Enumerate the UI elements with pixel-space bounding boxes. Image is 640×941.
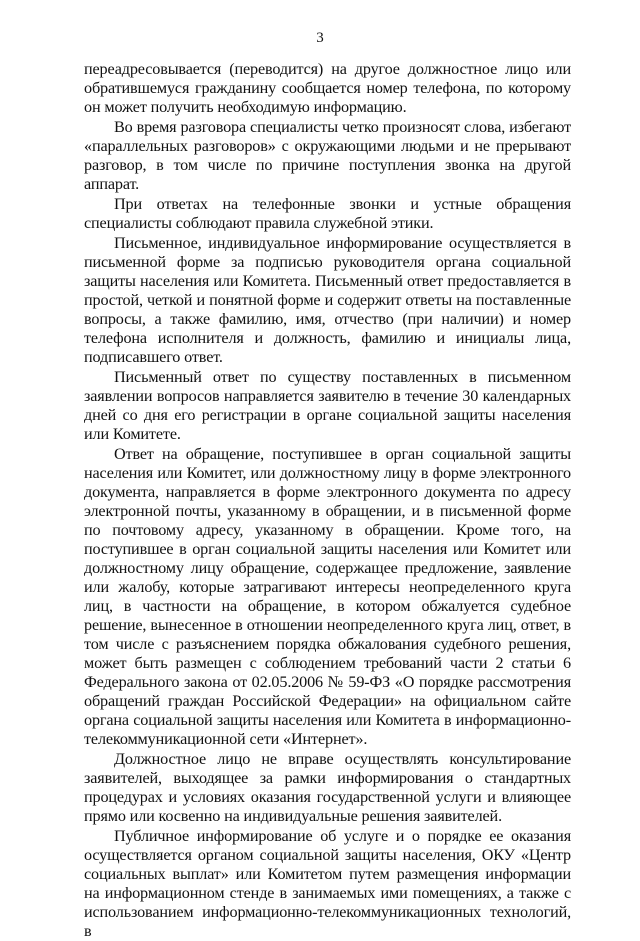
document-body bbox=[84, 60, 571, 941]
paragraph-phone-conduct: Во время разговора специалисты четко произносят слова, избегают «параллельных разговоров» с окружающими людьми и не прерывают разговор, в том числе по причине поступления звонка на другой аппарат. bbox=[84, 118, 571, 193]
page-number: 3 bbox=[316, 30, 324, 46]
paragraph-service-ethics: При ответах на телефонные звонки и устные обращения специалисты соблюдают правила служебной этики. bbox=[84, 195, 571, 232]
paragraph-written-answer-deadline: Письменный ответ по существу поставленных в письменном заявлении вопросов направляется заявителю в течение 30 календарных дней со дня его регистрации в органе социальной защиты населения или Комитете. bbox=[84, 368, 571, 443]
paragraph-continuation: переадресовывается (переводится) на другое должностное лицо или обратившемуся гражданину сообщается номер телефона, по которому он может получить необходимую информацию. bbox=[84, 60, 571, 116]
paragraph-electronic-answer: Ответ на обращение, поступившее в орган социальной защиты населения или Комитет, или должностному лицу в форме электронного документа, направляется в форме электронного документа по адресу электронной почты, указанному в обращении, и в письменной форме по почтовому адресу, указанному в обращении. Кроме того, на поступившее в орган социальной защиты населения или Комитет или должностному лицу обращение, содержащее предложение, заявление или жалобу, которые затрагивают интересы неопределенного круга лиц, в частности на обращение, в котором обжалуется судебное решение, вынесенное в отношении неопределенного круга лиц, ответ, в том числе с разъяснением порядка обжалования судебного решения, может быть размещен с соблюдением требований части 2 статьи 6 Федерального закона от 02.05.2006 № 59-ФЗ «О порядке рассмотрения обращений граждан Российской Федерации» на официальном сайте органа социальной защиты населения или Комитета в информационно-телекоммуникационной сети «Интернет». bbox=[84, 445, 571, 748]
paragraph-written-informing: Письменное, индивидуальное информирование осуществляется в письменной форме за подписью руководителя органа социальной защиты населения или Комитета. Письменный ответ предоставляется в простой, четкой и понятной форме и содержит ответы на поставленные вопросы, а также фамилию, имя, отчество (при наличии) и номер телефона исполнителя и должность, фамилию и инициалы лица, подписавшего ответ. bbox=[84, 234, 571, 366]
paragraph-consulting-limits: Должностное лицо не вправе осуществлять консультирование заявителей, выходящее за рамки информирования о стандартных процедурах и условиях оказания государственной услуги и влияющее прямо или косвенно на индивидуальные решения заявителей. bbox=[84, 750, 571, 825]
paragraph-public-informing: Публичное информирование об услуге и о порядке ее оказания осуществляется органом социальной защиты населения, ОКУ «Центр социальных выплат» или Комитетом путем размещения информации на информационном стенде в занимаемых ими помещениях, а также с использованием информационно-телекоммуникационных технологий, в bbox=[84, 827, 571, 940]
